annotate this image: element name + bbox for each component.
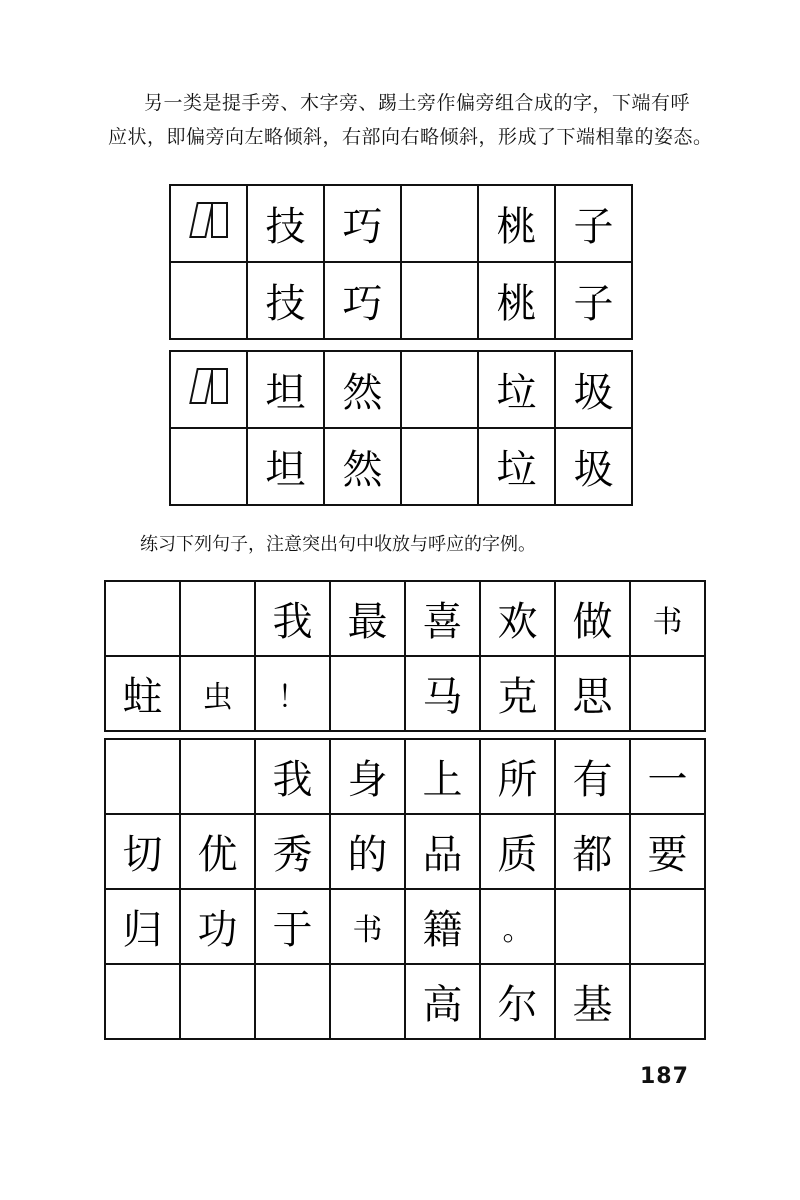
- grid3-cell: 欢: [480, 581, 555, 656]
- grid4-cell: [630, 964, 705, 1039]
- grid4-cell: [105, 739, 180, 814]
- grid3-cell: [180, 581, 255, 656]
- grid3-cell: 做: [555, 581, 630, 656]
- grid4-cell: 有: [555, 739, 630, 814]
- page-number: 187: [640, 1064, 689, 1089]
- grid3-cell: [330, 656, 405, 731]
- grid2-row-practice: [170, 428, 632, 505]
- grid2-char: 圾: [555, 428, 632, 505]
- grid1-marker-cell: [170, 185, 247, 262]
- grid3-row: [105, 656, 705, 731]
- grid1-row-practice: [170, 262, 632, 339]
- grid4-cell: 的: [330, 814, 405, 889]
- grid3-cell: 喜: [405, 581, 480, 656]
- grid2-empty: [401, 351, 478, 428]
- grid2-char: 垃: [478, 428, 555, 505]
- grid1-char: 技: [247, 185, 324, 262]
- grid2-char: 圾: [555, 351, 632, 428]
- grid4-cell: 高: [405, 964, 480, 1039]
- grid2-char: 坦: [247, 351, 324, 428]
- grid4-cell: [105, 964, 180, 1039]
- grid3-cell: 最: [330, 581, 405, 656]
- grid1-char: 子: [555, 262, 632, 339]
- grid2-marker-cell: [170, 351, 247, 428]
- grid1-empty: [170, 262, 247, 339]
- grid2-char: 坦: [247, 428, 324, 505]
- practice-instruction: 练习下列句子，注意突出句中收放与呼应的字例。: [140, 534, 536, 555]
- grid1-char: 技: [247, 262, 324, 339]
- intro-paragraph: [108, 86, 728, 154]
- grid3-row: [105, 581, 705, 656]
- grid4-cell: 要: [630, 814, 705, 889]
- grid2-char: 然: [324, 428, 401, 505]
- double-rectangle-icon: [187, 366, 231, 404]
- grid3-cell: 书: [630, 581, 705, 656]
- grid4-cell: 我: [255, 739, 330, 814]
- sentence-grid-1: [104, 580, 706, 732]
- grid1-empty: [401, 185, 478, 262]
- grid1-char: 巧: [324, 185, 401, 262]
- grid3-cell: [630, 656, 705, 731]
- grid4-cell: 尔: [480, 964, 555, 1039]
- grid3-cell: 我: [255, 581, 330, 656]
- grid3-cell: 虫: [180, 656, 255, 731]
- grid4-cell: [180, 964, 255, 1039]
- grid2-row-model: [170, 351, 632, 428]
- grid4-cell: 书: [330, 889, 405, 964]
- grid4-cell: 身: [330, 739, 405, 814]
- intro-line-2: 应状，即偏旁向左略倾斜，右部向右略倾斜，形成了下端相靠的姿态。: [108, 126, 713, 148]
- grid4-cell: [630, 889, 705, 964]
- grid4-cell: 。: [480, 889, 555, 964]
- grid4-cell: 所: [480, 739, 555, 814]
- grid4-cell: 切: [105, 814, 180, 889]
- grid4-cell: 品: [405, 814, 480, 889]
- grid3-cell: 思: [555, 656, 630, 731]
- grid3-cell: 马: [405, 656, 480, 731]
- grid4-cell: 质: [480, 814, 555, 889]
- grid4-cell: 于: [255, 889, 330, 964]
- sentence-grid-2: [104, 738, 706, 1040]
- double-rectangle-icon: [187, 200, 231, 238]
- example-grid-2: [169, 350, 633, 506]
- grid4-cell: 优: [180, 814, 255, 889]
- intro-line-1: 另一类是提手旁、木字旁、踢土旁作偏旁组合成的字，下端有呼: [144, 92, 691, 114]
- grid4-row: [105, 739, 705, 814]
- grid4-cell: [330, 964, 405, 1039]
- grid1-empty: [401, 262, 478, 339]
- grid3-cell: ！: [255, 656, 330, 731]
- grid4-cell: 籍: [405, 889, 480, 964]
- grid3-cell: 蛀: [105, 656, 180, 731]
- grid1-char: 桃: [478, 185, 555, 262]
- grid3-cell: [105, 581, 180, 656]
- grid4-cell: [180, 739, 255, 814]
- grid2-char: 垃: [478, 351, 555, 428]
- grid4-cell: 一: [630, 739, 705, 814]
- grid4-row: [105, 964, 705, 1039]
- grid4-cell: 秀: [255, 814, 330, 889]
- grid2-empty: [170, 428, 247, 505]
- grid4-cell: [555, 889, 630, 964]
- grid1-char: 桃: [478, 262, 555, 339]
- grid4-cell: 都: [555, 814, 630, 889]
- grid1-row-model: [170, 185, 632, 262]
- grid1-char: 巧: [324, 262, 401, 339]
- grid4-row: [105, 889, 705, 964]
- grid4-cell: 上: [405, 739, 480, 814]
- grid2-char: 然: [324, 351, 401, 428]
- grid4-row: [105, 814, 705, 889]
- grid2-empty: [401, 428, 478, 505]
- grid4-cell: 功: [180, 889, 255, 964]
- grid1-char: 子: [555, 185, 632, 262]
- grid4-cell: [255, 964, 330, 1039]
- grid4-cell: 归: [105, 889, 180, 964]
- example-grid-1: [169, 184, 633, 340]
- grid4-cell: 基: [555, 964, 630, 1039]
- grid3-cell: 克: [480, 656, 555, 731]
